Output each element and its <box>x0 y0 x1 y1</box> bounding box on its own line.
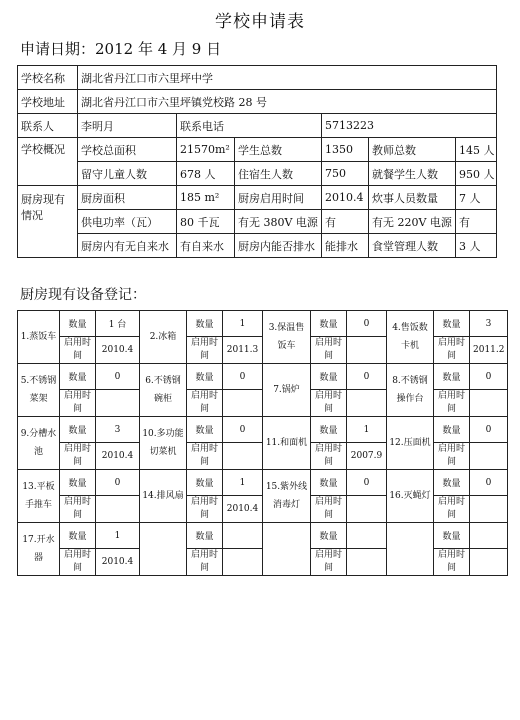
diners-label: 就餐学生人数 <box>369 162 456 186</box>
start-date-label: 启用时间 <box>60 443 96 470</box>
quantity-label: 数量 <box>60 470 96 496</box>
start-date-value <box>223 549 263 576</box>
school-address-label: 学校地址 <box>18 90 78 114</box>
quantity-value: 0 <box>347 311 387 337</box>
start-date-label: 启用时间 <box>311 549 347 576</box>
start-date-label: 启用时间 <box>60 390 96 417</box>
start-date-value <box>96 390 140 417</box>
power-value: 80 千瓦 <box>177 210 235 234</box>
quantity-label: 数量 <box>311 470 347 496</box>
start-date-value: 2007.9 <box>347 443 387 470</box>
start-date-value <box>96 496 140 523</box>
page-title: 学校申请表 <box>215 12 305 32</box>
start-date-label: 启用时间 <box>60 549 96 576</box>
equipment-name <box>387 523 434 576</box>
students-value: 1350 <box>322 138 369 162</box>
equipment-name: 7.锅炉 <box>263 364 311 417</box>
water-value: 有自来水 <box>177 234 235 258</box>
quantity-value <box>347 523 387 549</box>
phone-label: 联系电话 <box>177 114 322 138</box>
v220-label: 有无 220V 电源 <box>369 210 456 234</box>
v380-label: 有无 380V 电源 <box>235 210 322 234</box>
start-date-label: 启用时间 <box>434 496 470 523</box>
start-date-label: 启用时间 <box>311 390 347 417</box>
start-date-label: 启用时间 <box>311 496 347 523</box>
water-label: 厨房内有无自来水 <box>78 234 177 258</box>
start-date-label: 启用时间 <box>311 337 347 364</box>
quantity-value: 3 <box>96 417 140 443</box>
kitchen-area-value: 185 m² <box>177 186 235 210</box>
quantity-label: 数量 <box>311 311 347 337</box>
start-date-value <box>223 390 263 417</box>
contact-value: 李明月 <box>78 114 177 138</box>
start-date-value <box>470 443 508 470</box>
diners-value: 950 人 <box>456 162 497 186</box>
quantity-value: 1 <box>223 470 263 496</box>
table-row <box>18 186 497 210</box>
teachers-label: 教师总数 <box>369 138 456 162</box>
quantity-value: 0 <box>223 417 263 443</box>
application-date: 申请日期：2012 年 4 月 9 日 <box>20 40 222 58</box>
quantity-value: 0 <box>223 364 263 390</box>
equipment-name: 5.不锈钢菜架 <box>18 364 60 417</box>
quantity-label: 数量 <box>60 417 96 443</box>
start-date-value: 2011.2 <box>470 337 508 364</box>
equipment-name: 13.平板手推车 <box>18 470 60 523</box>
table-row <box>18 311 508 337</box>
start-date-value: 2011.3 <box>223 337 263 364</box>
table-row <box>18 234 497 258</box>
equipment-name: 6.不锈钢碗柜 <box>140 364 187 417</box>
start-date-label: 启用时间 <box>60 496 96 523</box>
left-behind-value: 678 人 <box>177 162 235 186</box>
start-date-value <box>347 390 387 417</box>
table-row <box>18 470 508 496</box>
quantity-label: 数量 <box>60 364 96 390</box>
boarders-label: 住宿生人数 <box>235 162 322 186</box>
equipment-name: 9.分槽水池 <box>18 417 60 470</box>
kitchen-label: 厨房现有情况 <box>18 186 78 258</box>
equipment-name: 17.开水器 <box>18 523 60 576</box>
table-row <box>18 210 497 234</box>
start-date-label: 启用时间 <box>187 549 223 576</box>
start-date-value <box>470 390 508 417</box>
quantity-value <box>470 523 508 549</box>
equipment-name: 1.蒸饭车 <box>18 311 60 364</box>
quantity-value: 3 <box>470 311 508 337</box>
school-info-table <box>17 65 497 258</box>
start-date-value <box>347 337 387 364</box>
start-date-value <box>347 549 387 576</box>
equipment-table <box>17 310 508 576</box>
table-row <box>18 114 497 138</box>
equipment-name <box>263 523 311 576</box>
boarders-value: 750 <box>322 162 369 186</box>
start-date-label: 启用时间 <box>187 390 223 417</box>
school-address-value: 湖北省丹江口市六里坪镇党校路 28 号 <box>78 90 497 114</box>
kitchen-date-label: 厨房启用时间 <box>235 186 322 210</box>
equipment-name: 3.保温售饭车 <box>263 311 311 364</box>
quantity-label: 数量 <box>434 311 470 337</box>
equipment-name: 2.冰箱 <box>140 311 187 364</box>
quantity-value <box>223 523 263 549</box>
start-date-value <box>223 443 263 470</box>
start-date-label: 启用时间 <box>434 390 470 417</box>
quantity-label: 数量 <box>434 417 470 443</box>
quantity-label: 数量 <box>311 417 347 443</box>
managers-value: 3 人 <box>456 234 497 258</box>
quantity-label: 数量 <box>187 523 223 549</box>
teachers-value: 145 人 <box>456 138 497 162</box>
table-row <box>18 90 497 114</box>
managers-label: 食堂管理人数 <box>369 234 456 258</box>
equipment-name: 10.多功能切菜机 <box>140 417 187 470</box>
quantity-value: 1 <box>347 417 387 443</box>
start-date-value <box>470 549 508 576</box>
v220-value: 有 <box>456 210 497 234</box>
table-row <box>18 417 508 443</box>
start-date-label: 启用时间 <box>187 337 223 364</box>
kitchen-area-label: 厨房面积 <box>78 186 177 210</box>
equipment-name: 11.和面机 <box>263 417 311 470</box>
quantity-label: 数量 <box>434 470 470 496</box>
equipment-name: 16.灭蝇灯 <box>387 470 434 523</box>
start-date-value: 2010.4 <box>96 337 140 364</box>
start-date-value: 2010.4 <box>96 549 140 576</box>
equipment-name <box>140 523 187 576</box>
cooks-label: 炊事人员数量 <box>369 186 456 210</box>
overview-label: 学校概况 <box>18 138 78 186</box>
quantity-label: 数量 <box>187 311 223 337</box>
quantity-label: 数量 <box>187 417 223 443</box>
drain-label: 厨房内能否排水 <box>235 234 322 258</box>
quantity-value: 0 <box>96 470 140 496</box>
school-name-value: 湖北省丹江口市六里坪中学 <box>78 66 497 90</box>
table-row <box>18 523 508 549</box>
start-date-label: 启用时间 <box>434 549 470 576</box>
left-behind-label: 留守儿童人数 <box>78 162 177 186</box>
start-date-label: 启用时间 <box>187 443 223 470</box>
students-label: 学生总数 <box>235 138 322 162</box>
table-row <box>18 138 497 162</box>
quantity-label: 数量 <box>60 523 96 549</box>
total-area-value: 21570m² <box>177 138 235 162</box>
start-date-value <box>470 496 508 523</box>
start-date-value: 2010.4 <box>223 496 263 523</box>
table-row <box>18 162 497 186</box>
kitchen-date-value: 2010.4 <box>322 186 369 210</box>
quantity-label: 数量 <box>311 523 347 549</box>
table-row <box>18 66 497 90</box>
quantity-label: 数量 <box>434 523 470 549</box>
quantity-value: 0 <box>470 364 508 390</box>
quantity-label: 数量 <box>187 364 223 390</box>
quantity-value: 0 <box>96 364 140 390</box>
start-date-label: 启用时间 <box>434 443 470 470</box>
equipment-name: 15.紫外线消毒灯 <box>263 470 311 523</box>
equipment-name: 14.排风扇 <box>140 470 187 523</box>
total-area-label: 学校总面积 <box>78 138 177 162</box>
section-title: 厨房现有设备登记： <box>20 287 146 303</box>
phone-value: 5713223 <box>322 114 497 138</box>
quantity-label: 数量 <box>60 311 96 337</box>
start-date-label: 启用时间 <box>434 337 470 364</box>
quantity-label: 数量 <box>187 470 223 496</box>
quantity-value: 1 <box>223 311 263 337</box>
quantity-label: 数量 <box>434 364 470 390</box>
school-name-label: 学校名称 <box>18 66 78 90</box>
quantity-label: 数量 <box>311 364 347 390</box>
drain-value: 能排水 <box>322 234 369 258</box>
start-date-label: 启用时间 <box>60 337 96 364</box>
quantity-value: 0 <box>470 417 508 443</box>
quantity-value: 0 <box>470 470 508 496</box>
equipment-name: 4.售饭数卡机 <box>387 311 434 364</box>
quantity-value: 0 <box>347 470 387 496</box>
equipment-name: 8.不锈钢操作台 <box>387 364 434 417</box>
quantity-value: 0 <box>347 364 387 390</box>
table-row <box>18 364 508 390</box>
v380-value: 有 <box>322 210 369 234</box>
start-date-value: 2010.4 <box>96 443 140 470</box>
cooks-value: 7 人 <box>456 186 497 210</box>
start-date-value <box>347 496 387 523</box>
contact-label: 联系人 <box>18 114 78 138</box>
quantity-value: 1 台 <box>96 311 140 337</box>
equipment-name: 12.压面机 <box>387 417 434 470</box>
quantity-value: 1 <box>96 523 140 549</box>
start-date-label: 启用时间 <box>187 496 223 523</box>
start-date-label: 启用时间 <box>311 443 347 470</box>
power-label: 供电功率（瓦） <box>78 210 177 234</box>
